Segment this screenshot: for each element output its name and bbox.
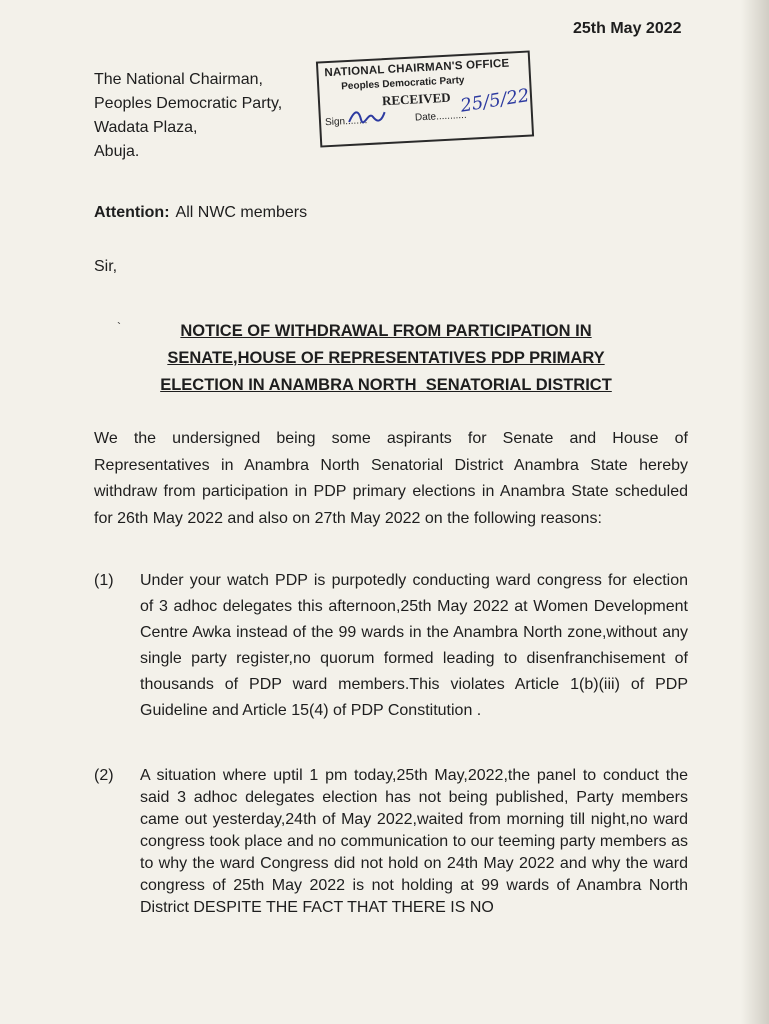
stamp-party: Peoples Democratic Party bbox=[340, 74, 465, 93]
received-stamp bbox=[316, 50, 534, 147]
reason-number: (1) bbox=[94, 572, 114, 589]
stamp-handwritten-date: 25/5/22 bbox=[458, 85, 531, 117]
addressee-line: Peoples Democratic Party, bbox=[94, 95, 283, 112]
addressee-line: Abuja. bbox=[94, 143, 140, 160]
addressee-block bbox=[94, 68, 282, 164]
attention-value: All NWC members bbox=[175, 204, 308, 221]
notice-heading bbox=[106, 318, 666, 399]
letter-date: 25th May 2022 bbox=[573, 20, 682, 37]
heading-line: NOTICE OF WITHDRAWAL FROM PARTICIPATION IN bbox=[180, 322, 592, 340]
heading-line: ELECTION IN ANAMBRA NORTH SENATORIAL DISTRICT bbox=[160, 376, 612, 394]
page-edge-shadow bbox=[741, 0, 769, 1024]
salutation: Sir, bbox=[94, 258, 118, 275]
intro-paragraph: We the undersigned being some aspirants for Senate and House of Representatives in Anambra North Senatorial District Anambra State hereby withdraw from participation in PDP primary elections in Anambra State scheduled for 26th May 2022 and also on 27th May 2022 on the following reasons: bbox=[94, 430, 688, 527]
heading-line: SENATE,HOUSE OF REPRESENTATIVES PDP PRIMARY bbox=[167, 349, 605, 367]
reason-text: A situation where uptil 1 pm today,25th May,2022,the panel to conduct the said 3 adhoc delegates election has not being published, Party members came out yesterday,24th of May 2022,waited from morning till night,no ward congress took place and no communication to our teeming party members as to why the ward Congress did not hold on 24th May 2022 and why the ward congress of 25th May 2022 is not holding at 99 wards of Anambra North District DESPITE THE FACT THAT THERE IS NO bbox=[140, 767, 688, 916]
attention-label: Attention: bbox=[94, 204, 170, 221]
addressee-line: Wadata Plaza, bbox=[94, 119, 198, 136]
stamp-office: NATIONAL CHAIRMAN'S OFFICE bbox=[324, 57, 510, 80]
signature-scribble-icon bbox=[346, 106, 387, 128]
reason-number: (2) bbox=[94, 767, 114, 784]
stamp-date-label: Date........... bbox=[414, 109, 467, 124]
addressee-line: The National Chairman, bbox=[94, 71, 263, 88]
attention-line bbox=[94, 204, 307, 222]
tick-mark-icon: ` bbox=[117, 320, 121, 334]
stamp-received: RECEIVED bbox=[381, 89, 451, 109]
reason-text: Under your watch PDP is purpotedly conducting ward congress for election of 3 adhoc delegates this afternoon,25th May 2022 at Women Development Centre Awka instead of the 99 wards in the Anambra North zone,without any single party register,no quorum formed leading to disenfranchisement of thousands of PDP ward members.This violates Article 1(b)(iii) of PDP Guideline and Article 15(4) of PDP Constitution . bbox=[140, 572, 688, 719]
stamp-sign-label: Sign........ bbox=[324, 115, 368, 129]
